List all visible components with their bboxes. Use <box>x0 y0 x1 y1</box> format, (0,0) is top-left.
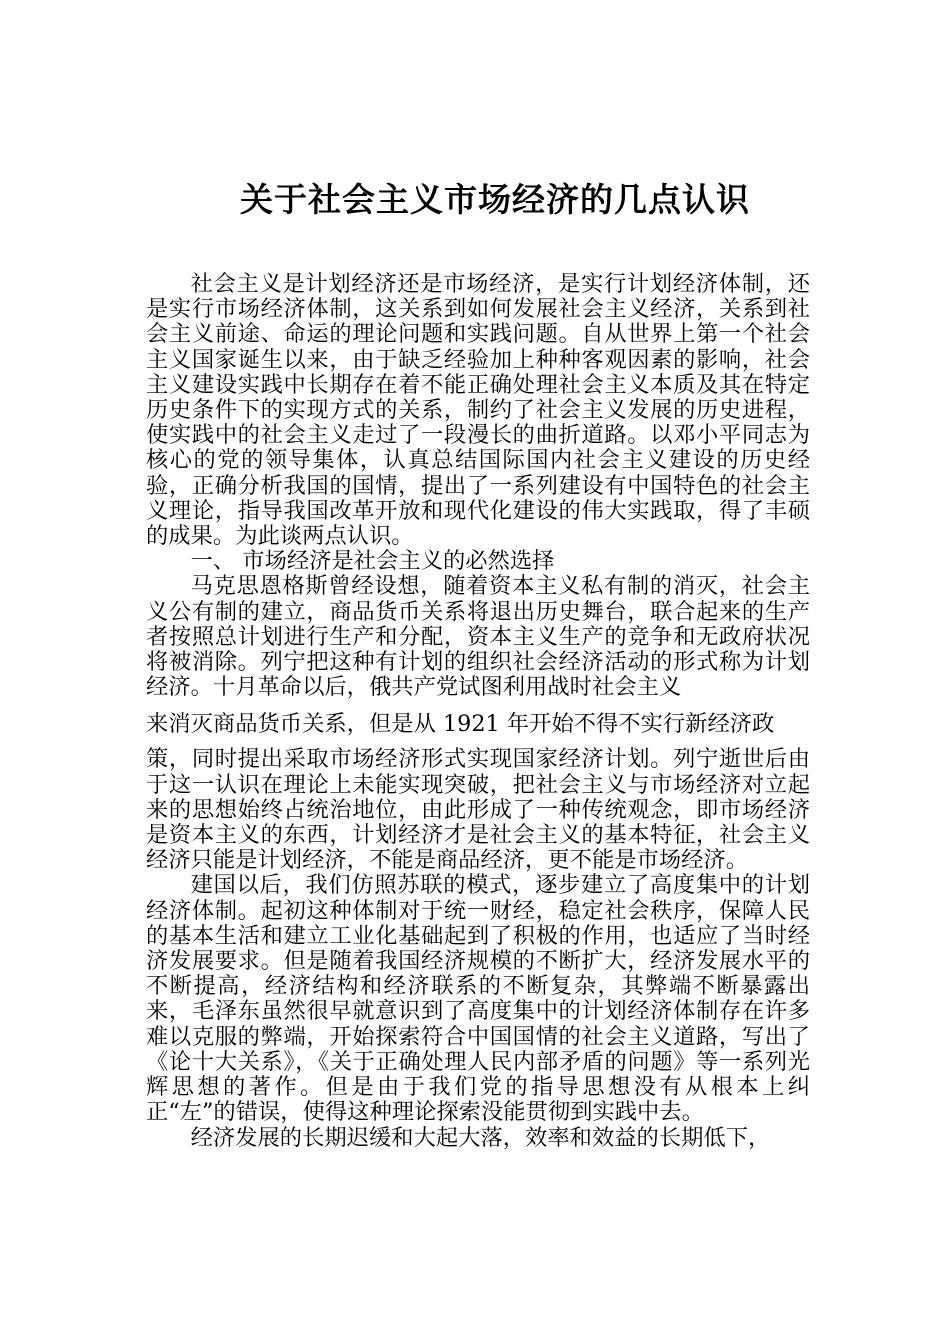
paragraph-line-1921: 来消灭商品货币关系，但是从 1921 年开始不得不实行新经济政 <box>146 711 775 738</box>
paragraph-slow-development: 经济发展的长期迟缓和大起大落，效率和效益的长期低下， <box>190 1124 771 1151</box>
paragraph-after-founding: 建国以后，我们仿照苏联的模式，逐步建立了高度集中的计划经济体制。起初这种体制对于统一财经，稳定社会秩序，保障人民的基本生活和建立工业化基础起到了积极的作用，也适应了当时经济发展要求。但是随着我国经济规模的不断扩大，经济发展水平的不断提高，经济结构和经济联系的不断复杂，其弊端不断暴露出来，毛泽东虽然很早就意识到了高度集中的计划经济体制存在许多难以克服的弊端，开始探索符合中国国情的社会主义道路，写出了《论十大关系》，《关于正确处理人民内部矛盾的问题》等一系列光辉思想的著作。但是由于我们党的指导思想没有从根本上纠正“左”的错误，使得这种理论探索没能贯彻到实践中去。 <box>146 872 810 1126</box>
paragraph-intro: 社会主义是计划经济还是市场经济，是实行计划经济体制，还是实行市场经济体制，这关系到如何发展社会主义经济，关系到社会主义前途、命运的理论问题和实践问题。自从世界上第一个社会主义国家诞生以来，由于缺乏经验加上种种客观因素的影响，社会主义建设实践中长期存在着不能正确处理社会主义本质及其在特定历史条件下的实现方式的关系，制约了社会主义发展的历史进程，使实践中的社会主义走过了一段漫长的曲折道路。以邓小平同志为核心的党的领导集体，认真总结国际国内社会主义建设的历史经验，正确分析我国的国情，提出了一系列建设有中国特色的社会主义理论，指导我国改革开放和现代化建设的伟大实践取，得了丰硕的成果。为此谈两点认识。 <box>146 271 810 550</box>
document-title: 关于社会主义市场经济的几点认识 <box>240 180 750 220</box>
paragraph-lenin-policy: 策，同时提出采取市场经济形式实现国家经济计划。列宁逝世后由于这一认识在理论上未能实现突破，把社会主义与市场经济对立起来的思想始终占统治地位，由此形成了一种传统观念，即市场经济是资本主义的东西，计划经济才是社会主义的基本特征，社会主义经济只能是计划经济，不能是商品经济，更不能是市场经济。 <box>146 746 810 874</box>
paragraph-marx-engels: 马克思恩格斯曾经设想，随着资本主义私有制的消灭，社会主义公有制的建立，商品货币关系将退出历史舞台，联合起来的生产者按照总计划进行生产和分配，资本主义生产的竞争和无政府状况将被消除。列宁把这种有计划的组织社会经济活动的形式称为计划经济。十月革命以后，俄共产党试图利用战时社会主义 <box>146 573 810 701</box>
document-body <box>146 272 810 1151</box>
section-heading-1: 一、 市场经济是社会主义的必然选择 <box>190 548 555 575</box>
